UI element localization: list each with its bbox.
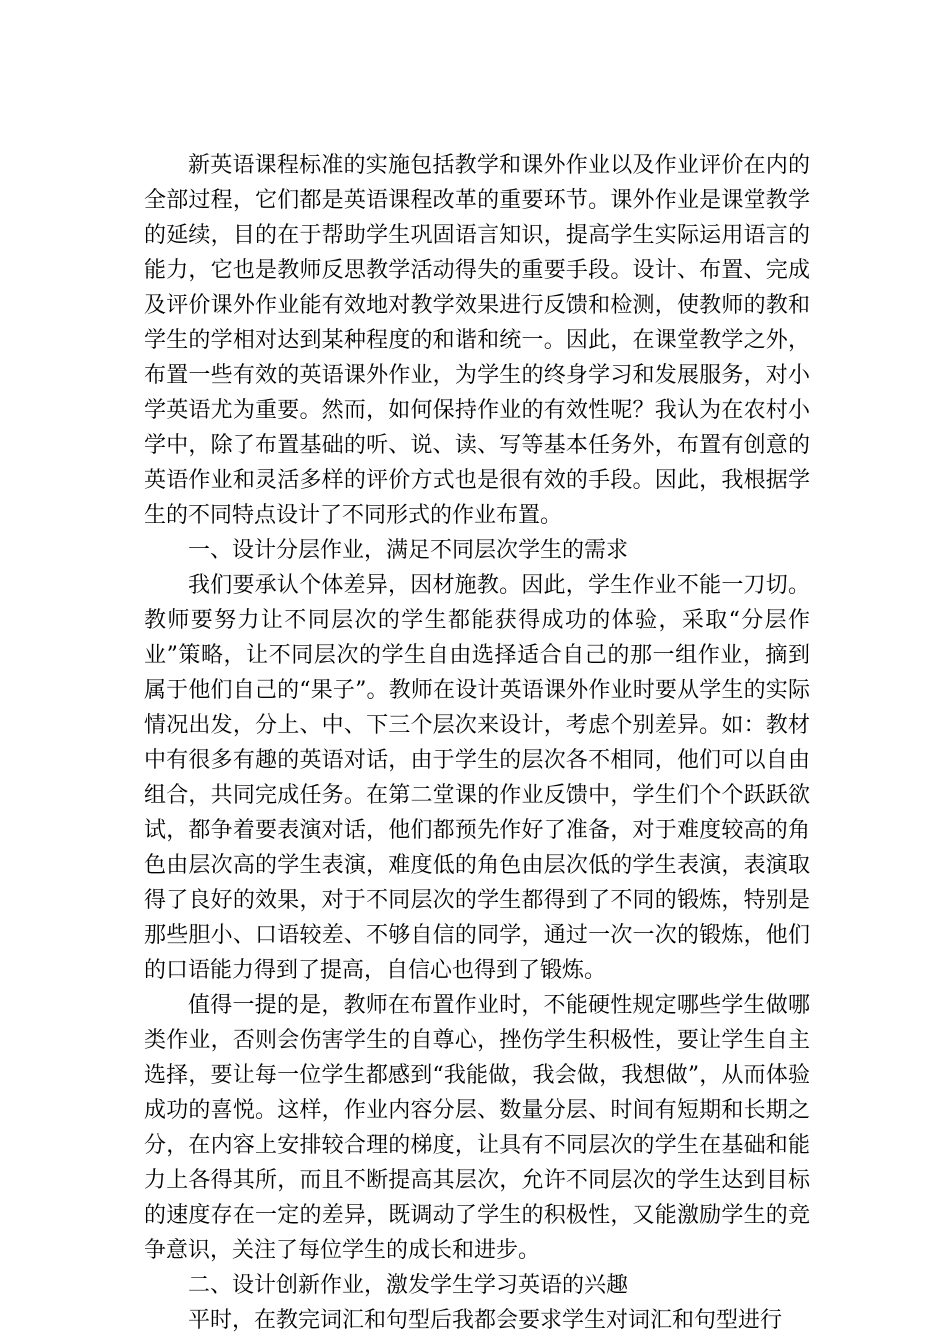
section-heading-2: 二、设计创新作业，激发学生学习英语的兴趣 xyxy=(188,1273,629,1298)
section-1-paragraph-2: 值得一提的是，教师在布置作业时，不能硬性规定哪些学生做哪类作业，否则会伤害学生的自尊心，挫伤学生积极性，要让学生自主选择，要让每一位学生都感到“我能做，我会做，我想做”，从而体验成功的喜悦。这样，作业内容分层、数量分层、时间有短期和长期之分，在内容上安排较合理的梯度，让具有不同层次的学生在基础和能力上各得其所，而且不断提高其层次，允许不同层次的学生达到目标的速度存在一定的差异，既调动了学生的积极性，又能激励学生的竞争意识，关注了每位学生的成长和进步。 xyxy=(144,993,810,1263)
section-1-paragraph-1: 我们要承认个体差异，因材施教。因此，学生作业不能一刀切。教师要努力让不同层次的学生都能获得成功的体验，采取“分层作业”策略，让不同层次的学生自由选择适合自己的那一组作业，摘到属于他们自己的“果子”。教师在设计英语课外作业时要从学生的实际情况出发，分上、中、下三个层次来设计，考虑个别差异。如：教材中有很多有趣的英语对话，由于学生的层次各不相同，他们可以自由组合，共同完成任务。在第二堂课的作业反馈中，学生们个个跃跃欲试，都争着要表演对话，他们都预先作好了准备，对于难度较高的角色由层次高的学生表演，难度低的角色由层次低的学生表演，表演取得了良好的效果，对于不同层次的学生都得到了不同的锻炼，特别是那些胆小、口语较差、不够自信的同学，通过一次一次的锻炼，他们的口语能力得到了提高，自信心也得到了锻炼。 xyxy=(144,573,810,983)
intro-paragraph: 新英语课程标准的实施包括教学和课外作业以及作业评价在内的全部过程，它们都是英语课程改革的重要环节。课外作业是课堂教学的延续，目的在于帮助学生巩固语言知识，提高学生实际运用语言的能力，它也是教师反思教学活动得失的重要手段。设计、布置、完成及评价课外作业能有效地对教学效果进行反馈和检测，使教师的教和学生的学相对达到某种程度的和谐和统一。因此，在课堂教学之外，布置一些有效的英语课外作业，为学生的终身学习和发展服务，对小学英语尤为重要。然而，如何保持作业的有效性呢？我认为在农村小学中，除了布置基础的听、说、读、写等基本任务外，布置有创意的英语作业和灵活多样的评价方式也是很有效的手段。因此，我根据学生的不同特点设计了不同形式的作业布置。 xyxy=(144,153,810,528)
section-heading-1: 一、设计分层作业，满足不同层次学生的需求 xyxy=(188,538,629,563)
section-2-paragraph-1: 平时，在教完词汇和句型后我都会要求学生对词汇和句型进行 xyxy=(188,1308,783,1333)
